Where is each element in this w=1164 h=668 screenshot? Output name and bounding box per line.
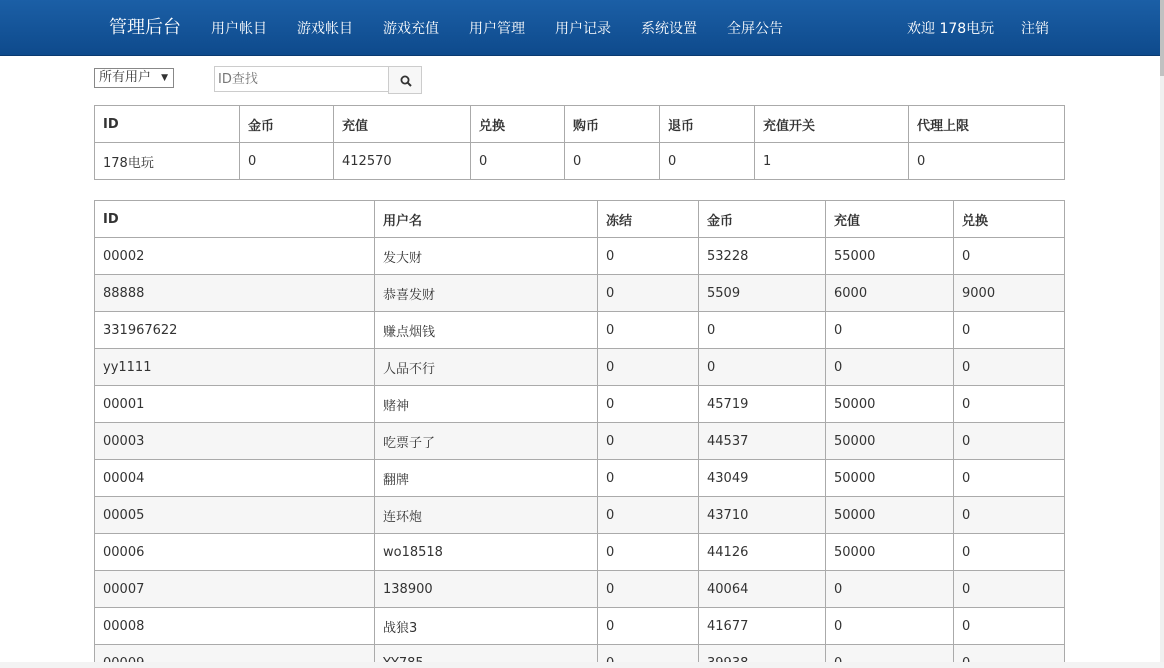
search-button[interactable] (388, 66, 422, 94)
user-cell-username: 赚点烟钱 (375, 312, 598, 349)
summary-row (95, 143, 1065, 180)
user-cell-coins: 0 (699, 349, 826, 386)
browser-status-bar (0, 662, 1164, 668)
summary-cell-recharge-switch: 1 (755, 143, 909, 180)
table-row[interactable] (95, 349, 1065, 386)
user-cell-exchange: 0 (954, 571, 1065, 608)
nav-game-recharge[interactable]: 游戏充值 (383, 21, 439, 37)
user-cell-username: 发大财 (375, 238, 598, 275)
user-cell-exchange: 0 (954, 534, 1065, 571)
user-cell-id: 331967622 (95, 312, 375, 349)
user-cell-frozen: 0 (598, 571, 699, 608)
user-cell-username: 138900 (375, 571, 598, 608)
user-cell-frozen: 0 (598, 423, 699, 460)
user-cell-recharge: 0 (826, 571, 954, 608)
welcome-user-link[interactable]: 欢迎 178电玩 (907, 21, 995, 37)
users-header-username: 用户名 (375, 201, 598, 238)
user-cell-coins: 53228 (699, 238, 826, 275)
summary-header-exchange: 兑换 (471, 106, 565, 143)
user-cell-id: 00003 (95, 423, 375, 460)
user-cell-recharge: 50000 (826, 423, 954, 460)
brand-title[interactable]: 管理后台 (109, 17, 181, 38)
table-row[interactable] (95, 238, 1065, 275)
user-cell-username: 人品不行 (375, 349, 598, 386)
user-cell-coins: 41677 (699, 608, 826, 645)
summary-header-id: ID (95, 106, 240, 143)
user-cell-username: wo18518 (375, 534, 598, 571)
user-cell-id: 00004 (95, 460, 375, 497)
user-cell-recharge: 50000 (826, 534, 954, 571)
summary-header-refund-coins: 退币 (660, 106, 755, 143)
users-header-coins: 金币 (699, 201, 826, 238)
user-filter-select[interactable] (94, 68, 174, 88)
users-header-exchange: 兑换 (954, 201, 1065, 238)
user-cell-recharge: 50000 (826, 460, 954, 497)
summary-cell-buy-coins: 0 (565, 143, 660, 180)
users-header-row (95, 201, 1065, 238)
nav-game-accounts[interactable]: 游戏帐目 (297, 21, 353, 37)
table-row[interactable] (95, 423, 1065, 460)
user-cell-coins: 0 (699, 312, 826, 349)
user-cell-exchange: 0 (954, 238, 1065, 275)
nav-user-records[interactable]: 用户记录 (555, 21, 611, 37)
user-cell-recharge: 0 (826, 312, 954, 349)
summary-header-agent-limit: 代理上限 (909, 106, 1065, 143)
user-cell-coins: 44537 (699, 423, 826, 460)
user-cell-recharge: 6000 (826, 275, 954, 312)
id-search-input[interactable] (214, 66, 388, 92)
user-cell-coins: 43710 (699, 497, 826, 534)
nav-user-management[interactable]: 用户管理 (469, 21, 525, 37)
user-cell-frozen: 0 (598, 460, 699, 497)
user-cell-exchange: 0 (954, 423, 1065, 460)
table-row[interactable] (95, 608, 1065, 645)
search-icon (400, 75, 412, 87)
summary-cell-exchange: 0 (471, 143, 565, 180)
user-cell-id: 00006 (95, 534, 375, 571)
user-cell-username: 赌神 (375, 386, 598, 423)
summary-header-buy-coins: 购币 (565, 106, 660, 143)
user-cell-exchange: 0 (954, 386, 1065, 423)
table-row[interactable] (95, 312, 1065, 349)
summary-header-recharge: 充值 (334, 106, 471, 143)
account-summary-table (94, 105, 1065, 180)
user-cell-frozen: 0 (598, 386, 699, 423)
summary-cell-recharge: 412570 (334, 143, 471, 180)
user-cell-username: 吃票子了 (375, 423, 598, 460)
summary-cell-id: 178电玩 (95, 143, 240, 180)
users-header-id: ID (95, 201, 375, 238)
user-cell-id: 00001 (95, 386, 375, 423)
user-cell-exchange: 0 (954, 608, 1065, 645)
user-cell-recharge: 50000 (826, 497, 954, 534)
user-cell-id: 00007 (95, 571, 375, 608)
summary-header-recharge-switch: 充值开关 (755, 106, 909, 143)
nav-fullscreen-notice[interactable]: 全屏公告 (727, 21, 783, 37)
user-cell-username: 恭喜发财 (375, 275, 598, 312)
user-cell-username: 战狼3 (375, 608, 598, 645)
summary-cell-agent-limit: 0 (909, 143, 1065, 180)
user-cell-username: 连环炮 (375, 497, 598, 534)
user-cell-coins: 5509 (699, 275, 826, 312)
vertical-scrollbar[interactable] (1160, 0, 1164, 668)
user-cell-frozen: 0 (598, 497, 699, 534)
user-cell-frozen: 0 (598, 238, 699, 275)
user-cell-exchange: 0 (954, 349, 1065, 386)
user-cell-frozen: 0 (598, 275, 699, 312)
user-cell-coins: 45719 (699, 386, 826, 423)
user-cell-id: 00008 (95, 608, 375, 645)
user-cell-recharge: 0 (826, 608, 954, 645)
user-cell-id: 00005 (95, 497, 375, 534)
summary-header-coins: 金币 (240, 106, 334, 143)
scrollbar-thumb[interactable] (1160, 0, 1164, 76)
user-cell-coins: 44126 (699, 534, 826, 571)
nav-user-accounts[interactable]: 用户帐目 (211, 21, 267, 37)
chevron-down-icon: ▼ (161, 73, 168, 83)
user-cell-exchange: 0 (954, 312, 1065, 349)
table-row[interactable] (95, 386, 1065, 423)
summary-header-row (95, 106, 1065, 143)
user-rows (95, 238, 1065, 668)
user-cell-id: 88888 (95, 275, 375, 312)
users-header-frozen: 冻结 (598, 201, 699, 238)
user-cell-exchange: 0 (954, 460, 1065, 497)
user-cell-id: 00002 (95, 238, 375, 275)
logout-link[interactable]: 注销 (1021, 21, 1049, 37)
table-row[interactable] (95, 460, 1065, 497)
user-cell-frozen: 0 (598, 312, 699, 349)
user-cell-username: 翻牌 (375, 460, 598, 497)
nav-system-settings[interactable]: 系统设置 (641, 21, 697, 37)
user-cell-id: yy1111 (95, 349, 375, 386)
summary-cell-refund-coins: 0 (660, 143, 755, 180)
user-filter-value: 所有用户 (99, 70, 152, 85)
user-cell-frozen: 0 (598, 608, 699, 645)
summary-cell-coins: 0 (240, 143, 334, 180)
user-cell-exchange: 0 (954, 497, 1065, 534)
table-row[interactable] (95, 534, 1065, 571)
user-cell-recharge: 55000 (826, 238, 954, 275)
user-cell-exchange: 9000 (954, 275, 1065, 312)
table-row[interactable] (95, 571, 1065, 608)
user-cell-frozen: 0 (598, 534, 699, 571)
user-list-table (94, 200, 1065, 668)
top-navbar (0, 0, 1160, 56)
user-cell-recharge: 50000 (826, 386, 954, 423)
user-cell-frozen: 0 (598, 349, 699, 386)
table-row[interactable] (95, 497, 1065, 534)
table-row[interactable] (95, 275, 1065, 312)
user-cell-recharge: 0 (826, 349, 954, 386)
user-cell-coins: 43049 (699, 460, 826, 497)
user-cell-coins: 40064 (699, 571, 826, 608)
users-header-recharge: 充值 (826, 201, 954, 238)
